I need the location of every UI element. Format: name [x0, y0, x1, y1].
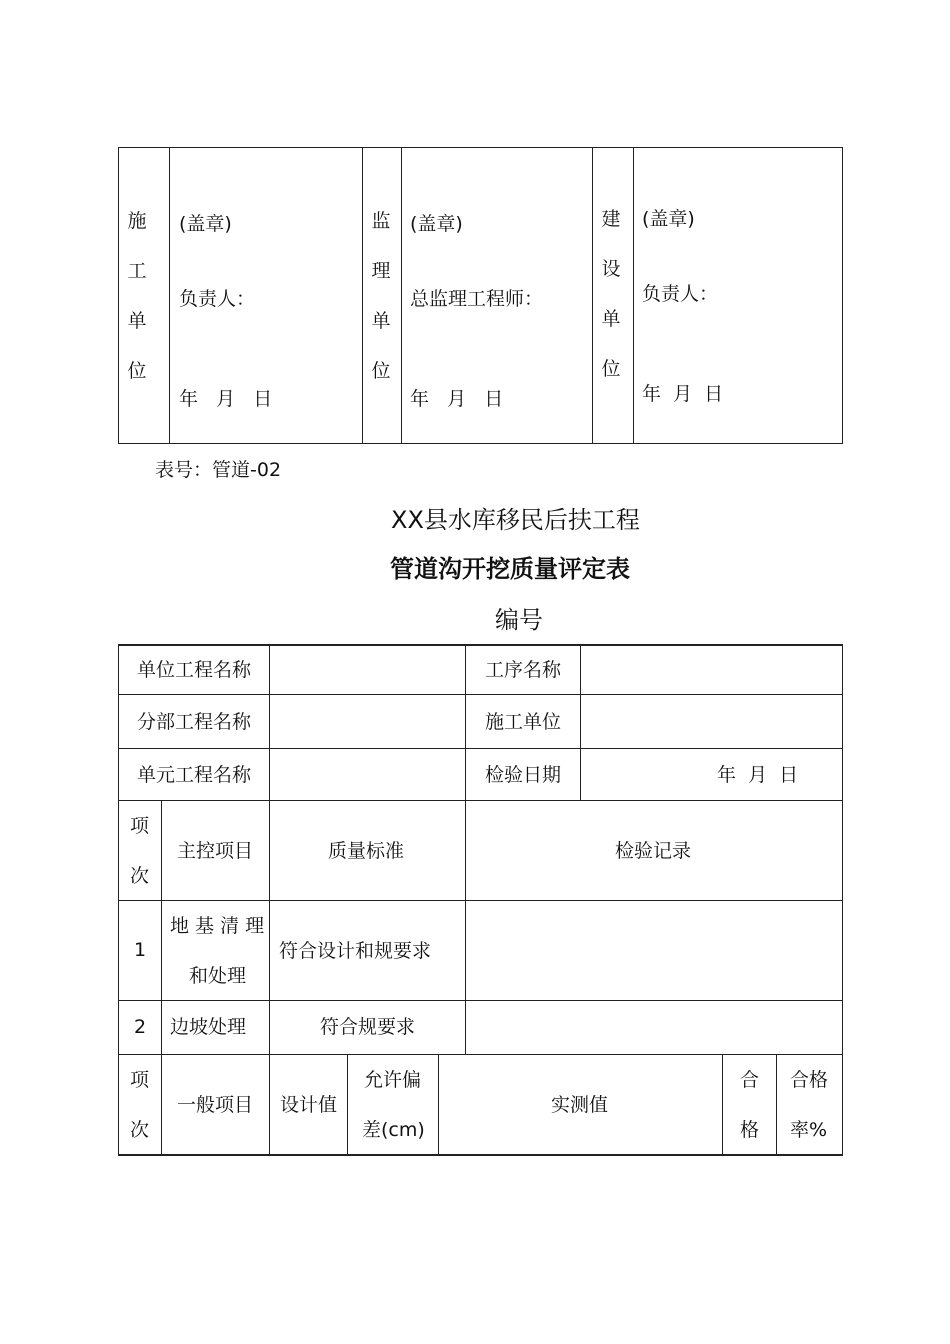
- general-item-header: 一般项目: [177, 1094, 254, 1116]
- qualified-header-char-2: 格: [740, 1119, 760, 1141]
- construction-date: 年 月 日: [179, 388, 273, 410]
- construction-person: 负责人：: [179, 288, 256, 310]
- construction-unit-field-label: 施工单位: [485, 711, 562, 733]
- row-1-number: 1: [134, 939, 147, 961]
- tolerance-header-line-1: 允许偏: [364, 1069, 422, 1091]
- supervision-seal: (盖章): [410, 213, 463, 235]
- row-2-number: 2: [134, 1016, 147, 1038]
- inspection-date-value: 年 月 日: [717, 764, 799, 786]
- supervision-person: 总监理工程师：: [410, 288, 544, 310]
- form-number: 表号：管道-02: [155, 459, 282, 481]
- item-no-header-char-1: 项: [130, 815, 150, 837]
- main-item-header: 主控项目: [177, 840, 254, 862]
- pass-rate-header-line-2: 率%: [790, 1119, 828, 1141]
- general-no-header-char-1: 项: [130, 1069, 150, 1091]
- row-1-item-line-1: 地 基 清 理: [170, 915, 265, 937]
- construction-seal: (盖章): [179, 213, 232, 235]
- supervision-unit-label: 监 理 单 位: [371, 210, 391, 382]
- quality-standard-header: 质量标准: [328, 840, 405, 862]
- row-1-standard: 符合设计和规要求: [279, 940, 432, 962]
- pass-rate-header-line-1: 合格: [790, 1069, 829, 1091]
- process-name-label: 工序名称: [485, 659, 562, 681]
- sub-project-name-label: 分部工程名称: [137, 711, 252, 733]
- owner-person: 负责人：: [642, 283, 719, 305]
- number-label: 编号: [495, 606, 543, 634]
- general-no-header-char-2: 次: [130, 1119, 150, 1141]
- tolerance-header-line-2: 差(cm): [362, 1119, 425, 1141]
- project-title: XX县水库移民后扶工程: [391, 506, 640, 534]
- row-2-item: 边坡处理: [170, 1016, 247, 1038]
- design-value-header: 设计值: [280, 1094, 338, 1116]
- supervision-date: 年 月 日: [410, 388, 504, 410]
- inspection-record-header: 检验记录: [615, 840, 692, 862]
- owner-date: 年 月 日: [642, 383, 724, 405]
- measured-value-header: 实测值: [551, 1094, 609, 1116]
- row-2-standard: 符合规要求: [320, 1016, 416, 1038]
- row-1-item-line-2: 和处理: [189, 965, 247, 987]
- owner-unit-label: 建 设 单 位: [601, 208, 621, 380]
- form-title: 管道沟开挖质量评定表: [390, 555, 630, 583]
- unit-project-name-label: 单位工程名称: [137, 659, 252, 681]
- item-no-header-char-2: 次: [130, 865, 150, 887]
- inspection-date-label: 检验日期: [485, 764, 562, 786]
- qualified-header-char-1: 合: [740, 1069, 760, 1091]
- element-project-name-label: 单元工程名称: [137, 764, 252, 786]
- owner-seal: (盖章): [642, 208, 695, 230]
- construction-unit-label: 施 工 单 位: [127, 210, 147, 382]
